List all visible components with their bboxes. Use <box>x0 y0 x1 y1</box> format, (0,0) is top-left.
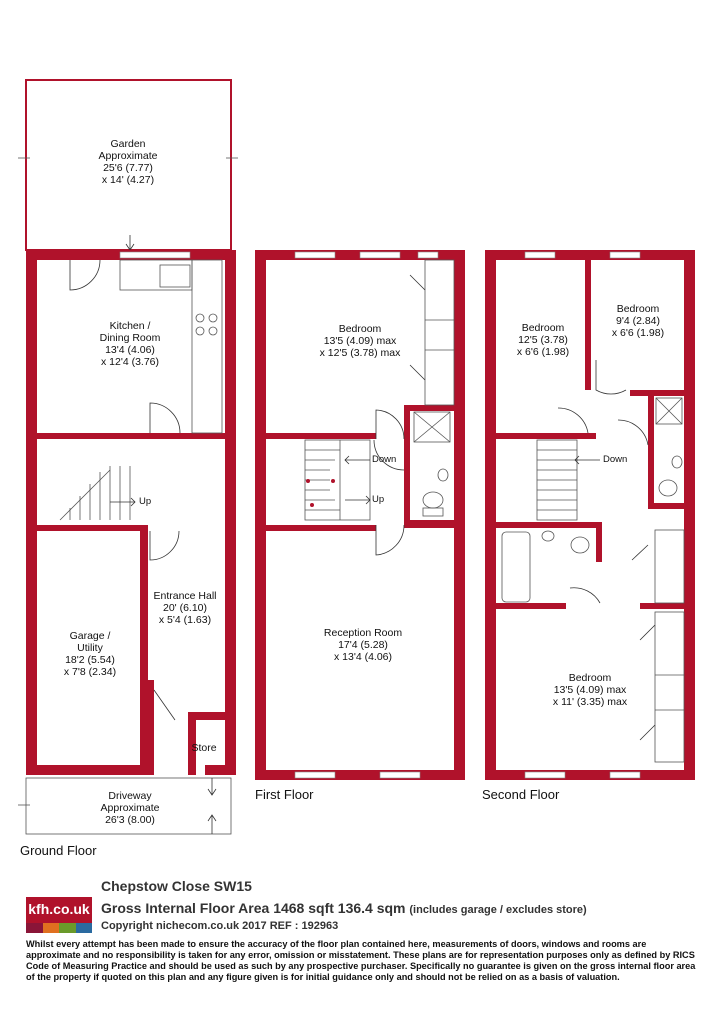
bedroom-second-left-label: Bedroom 12'5 (3.78) x 6'6 (1.98) <box>516 322 570 358</box>
bedroom-second-right-label: Bedroom 9'4 (2.84) x 6'6 (1.98) <box>611 303 665 339</box>
bedroom-second-front-label: Bedroom 13'5 (4.09) max x 11' (3.35) max <box>552 672 628 708</box>
first-bedroom-label: Bedroom 13'5 (4.09) max x 12'5 (3.78) max <box>319 323 401 359</box>
ground-floor-title: Ground Floor <box>20 843 97 858</box>
copyright-line: Copyright nichecom.co.uk 2017 REF : 192963 <box>101 920 339 932</box>
ground-stairs-up-label: Up <box>139 496 152 507</box>
ground-floor-plan <box>18 80 238 834</box>
entrance-hall-label: Entrance Hall 20' (6.10) x 5'4 (1.63) <box>153 590 217 626</box>
reception-room-label: Reception Room 17'4 (5.28) x 13'4 (4.06) <box>323 627 403 663</box>
floor-area-title <box>101 900 587 916</box>
first-floor-title: First Floor <box>255 787 314 802</box>
garage-label: Garage / Utility 18'2 (5.54) x 7'8 (2.34) <box>63 630 117 678</box>
first-stairs-up-label: Up <box>372 494 385 505</box>
store-label: Store <box>191 742 217 754</box>
first-stairs-down-label: Down <box>372 454 397 465</box>
kitchen-label: Kitchen / Dining Room 13'4 (4.06) x 12'4 (3.76) <box>99 320 161 368</box>
second-stairs-down-label: Down <box>603 454 628 465</box>
logo-stripes <box>26 923 92 933</box>
disclaimer-text: Whilst every attempt has been made to ensure the accuracy of the floor plan contained here, measurements of doors, windows and rooms are approximate and no responsibility is taken for any error, omission or misstatement. These plans are for representation purposes only as defined by RICS Code of Measuring Practice and should be used as such by any prospective purchaser. Specifically no guarantee is given on the gross internal floor area of the property if quoted on this plan and any figure given is for initial guidance only and should not be relied on as a basis of valuation. <box>26 939 696 982</box>
floor-area-note: (includes garage / excludes store) <box>409 904 587 916</box>
floor-area-main: Gross Internal Floor Area 1468 sqft 136.4 sqm <box>101 900 406 916</box>
garden-label: Garden Approximate 25'6 (7.77) x 14' (4.27) <box>98 138 158 186</box>
address-title: Chepstow Close SW15 <box>101 878 252 894</box>
driveway-label: Driveway Approximate 26'3 (8.00) <box>100 790 160 826</box>
kfh-logo: kfh.co.uk <box>26 897 92 933</box>
second-floor-title: Second Floor <box>482 787 560 802</box>
